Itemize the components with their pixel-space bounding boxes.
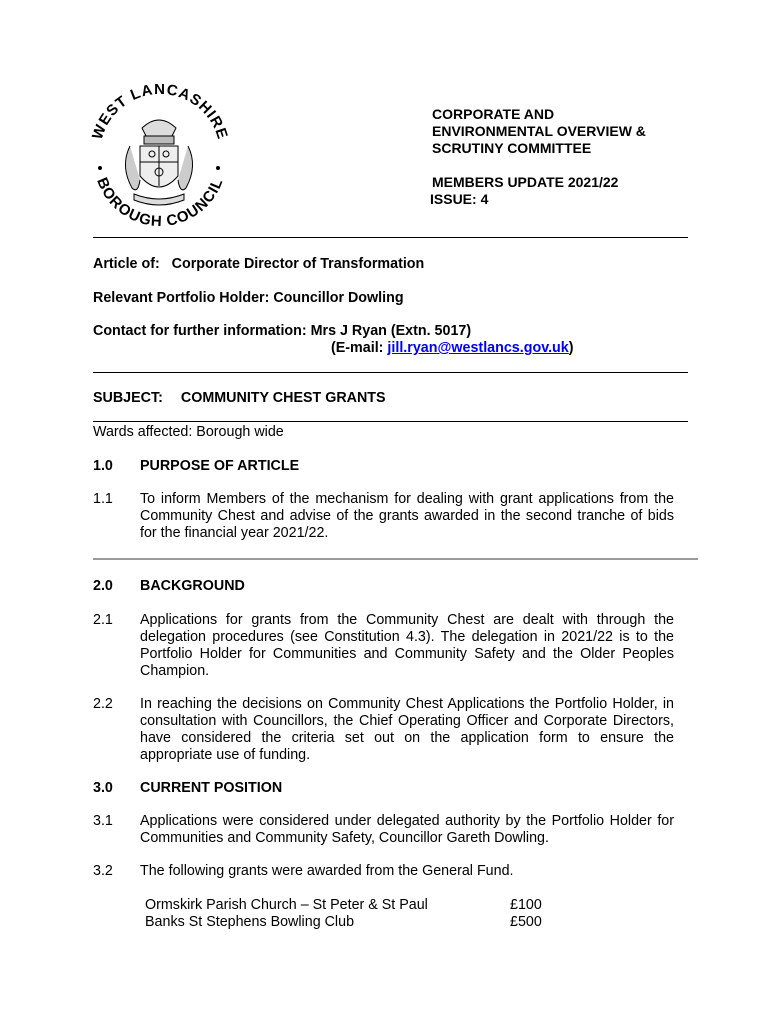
- council-crest-logo: [80, 76, 238, 226]
- grant-amount: £100: [510, 897, 542, 913]
- para-3-2-number: 3.2: [93, 863, 113, 879]
- email-suffix: ): [568, 340, 574, 356]
- article-of-value: Corporate Director of Transformation: [171, 256, 425, 272]
- para-3-1-number: 3.1: [93, 813, 113, 829]
- divider: [93, 372, 688, 373]
- issue-number: ISSUE: 4: [430, 191, 489, 207]
- grant-amount: £500: [510, 914, 542, 930]
- email-prefix: (E-mail:: [331, 340, 388, 356]
- logo-arc-bottom-text: BOROUGH COUNCIL: [93, 175, 227, 226]
- para-3-1: Applications were considered under delegated authority by the Portfolio Holder for Communities and Community Safety, Councillor Gareth Dowling.: [140, 813, 674, 846]
- logo-arc-top-text: WEST LANCASHIRE: [88, 80, 232, 142]
- email-link[interactable]: jill.ryan@westlancs.gov.uk: [387, 340, 569, 356]
- wards-affected: Wards affected: Borough wide: [93, 424, 284, 440]
- logo-dot-left: [98, 166, 102, 170]
- divider: [93, 237, 688, 238]
- para-2-2-number: 2.2: [93, 696, 113, 712]
- section-1-title: PURPOSE OF ARTICLE: [140, 458, 300, 474]
- grant-name: Banks St Stephens Bowling Club: [145, 914, 355, 930]
- para-1-1: To inform Members of the mechanism for dealing with grant applications from the Community Chest and advise of the grants awarded in the second tranche of bids for the financial year 2021/22.: [140, 491, 674, 541]
- para-2-1: Applications for grants from the Community Chest are dealt with through the delegation procedures (see Constitution 4.3). The delegation in 2021/22 is to the Portfolio Holder for Communities and Community Safety and the Older Peoples Champion.: [140, 612, 674, 679]
- subject-line: [93, 390, 386, 407]
- crest-icon: [125, 120, 192, 205]
- committee-name-line3: SCRUTINY COMMITTEE: [432, 140, 592, 156]
- para-2-1-number: 2.1: [93, 612, 113, 628]
- para-2-2: In reaching the decisions on Community Chest Applications the Portfolio Holder, in consultation with Councillors, the Chief Operating Officer and Corporate Directors, have considered the criteria set out on the application form to ensure the appropriate use of funding.: [140, 696, 674, 763]
- section-2-title: BACKGROUND: [140, 578, 245, 594]
- grant-name: Ormskirk Parish Church – St Peter & St Paul: [145, 897, 428, 913]
- subject-label: SUBJECT:: [93, 390, 163, 406]
- committee-name-line2: ENVIRONMENTAL OVERVIEW &: [432, 123, 646, 139]
- para-1-1-number: 1.1: [93, 491, 113, 507]
- subject-value: COMMUNITY CHEST GRANTS: [180, 390, 386, 406]
- portfolio-holder-line: Relevant Portfolio Holder: Councillor Dowling: [93, 290, 404, 306]
- email-line: [331, 340, 574, 357]
- section-1-number: 1.0: [93, 458, 113, 474]
- section-3-number: 3.0: [93, 780, 113, 796]
- article-of-line: [93, 256, 424, 273]
- section-3-title: CURRENT POSITION: [140, 780, 283, 796]
- logo-dot-right: [216, 166, 220, 170]
- contact-line: Contact for further information: Mrs J Ryan (Extn. 5017): [93, 323, 472, 339]
- committee-name-line1: CORPORATE AND: [432, 106, 555, 122]
- members-update: MEMBERS UPDATE 2021/22: [432, 174, 619, 190]
- divider-thick: [93, 558, 698, 560]
- header-block: [432, 106, 646, 208]
- divider: [93, 421, 688, 422]
- article-of-label: Article of:: [93, 256, 160, 272]
- para-3-2: The following grants were awarded from the General Fund.: [140, 863, 514, 879]
- section-2-number: 2.0: [93, 578, 113, 594]
